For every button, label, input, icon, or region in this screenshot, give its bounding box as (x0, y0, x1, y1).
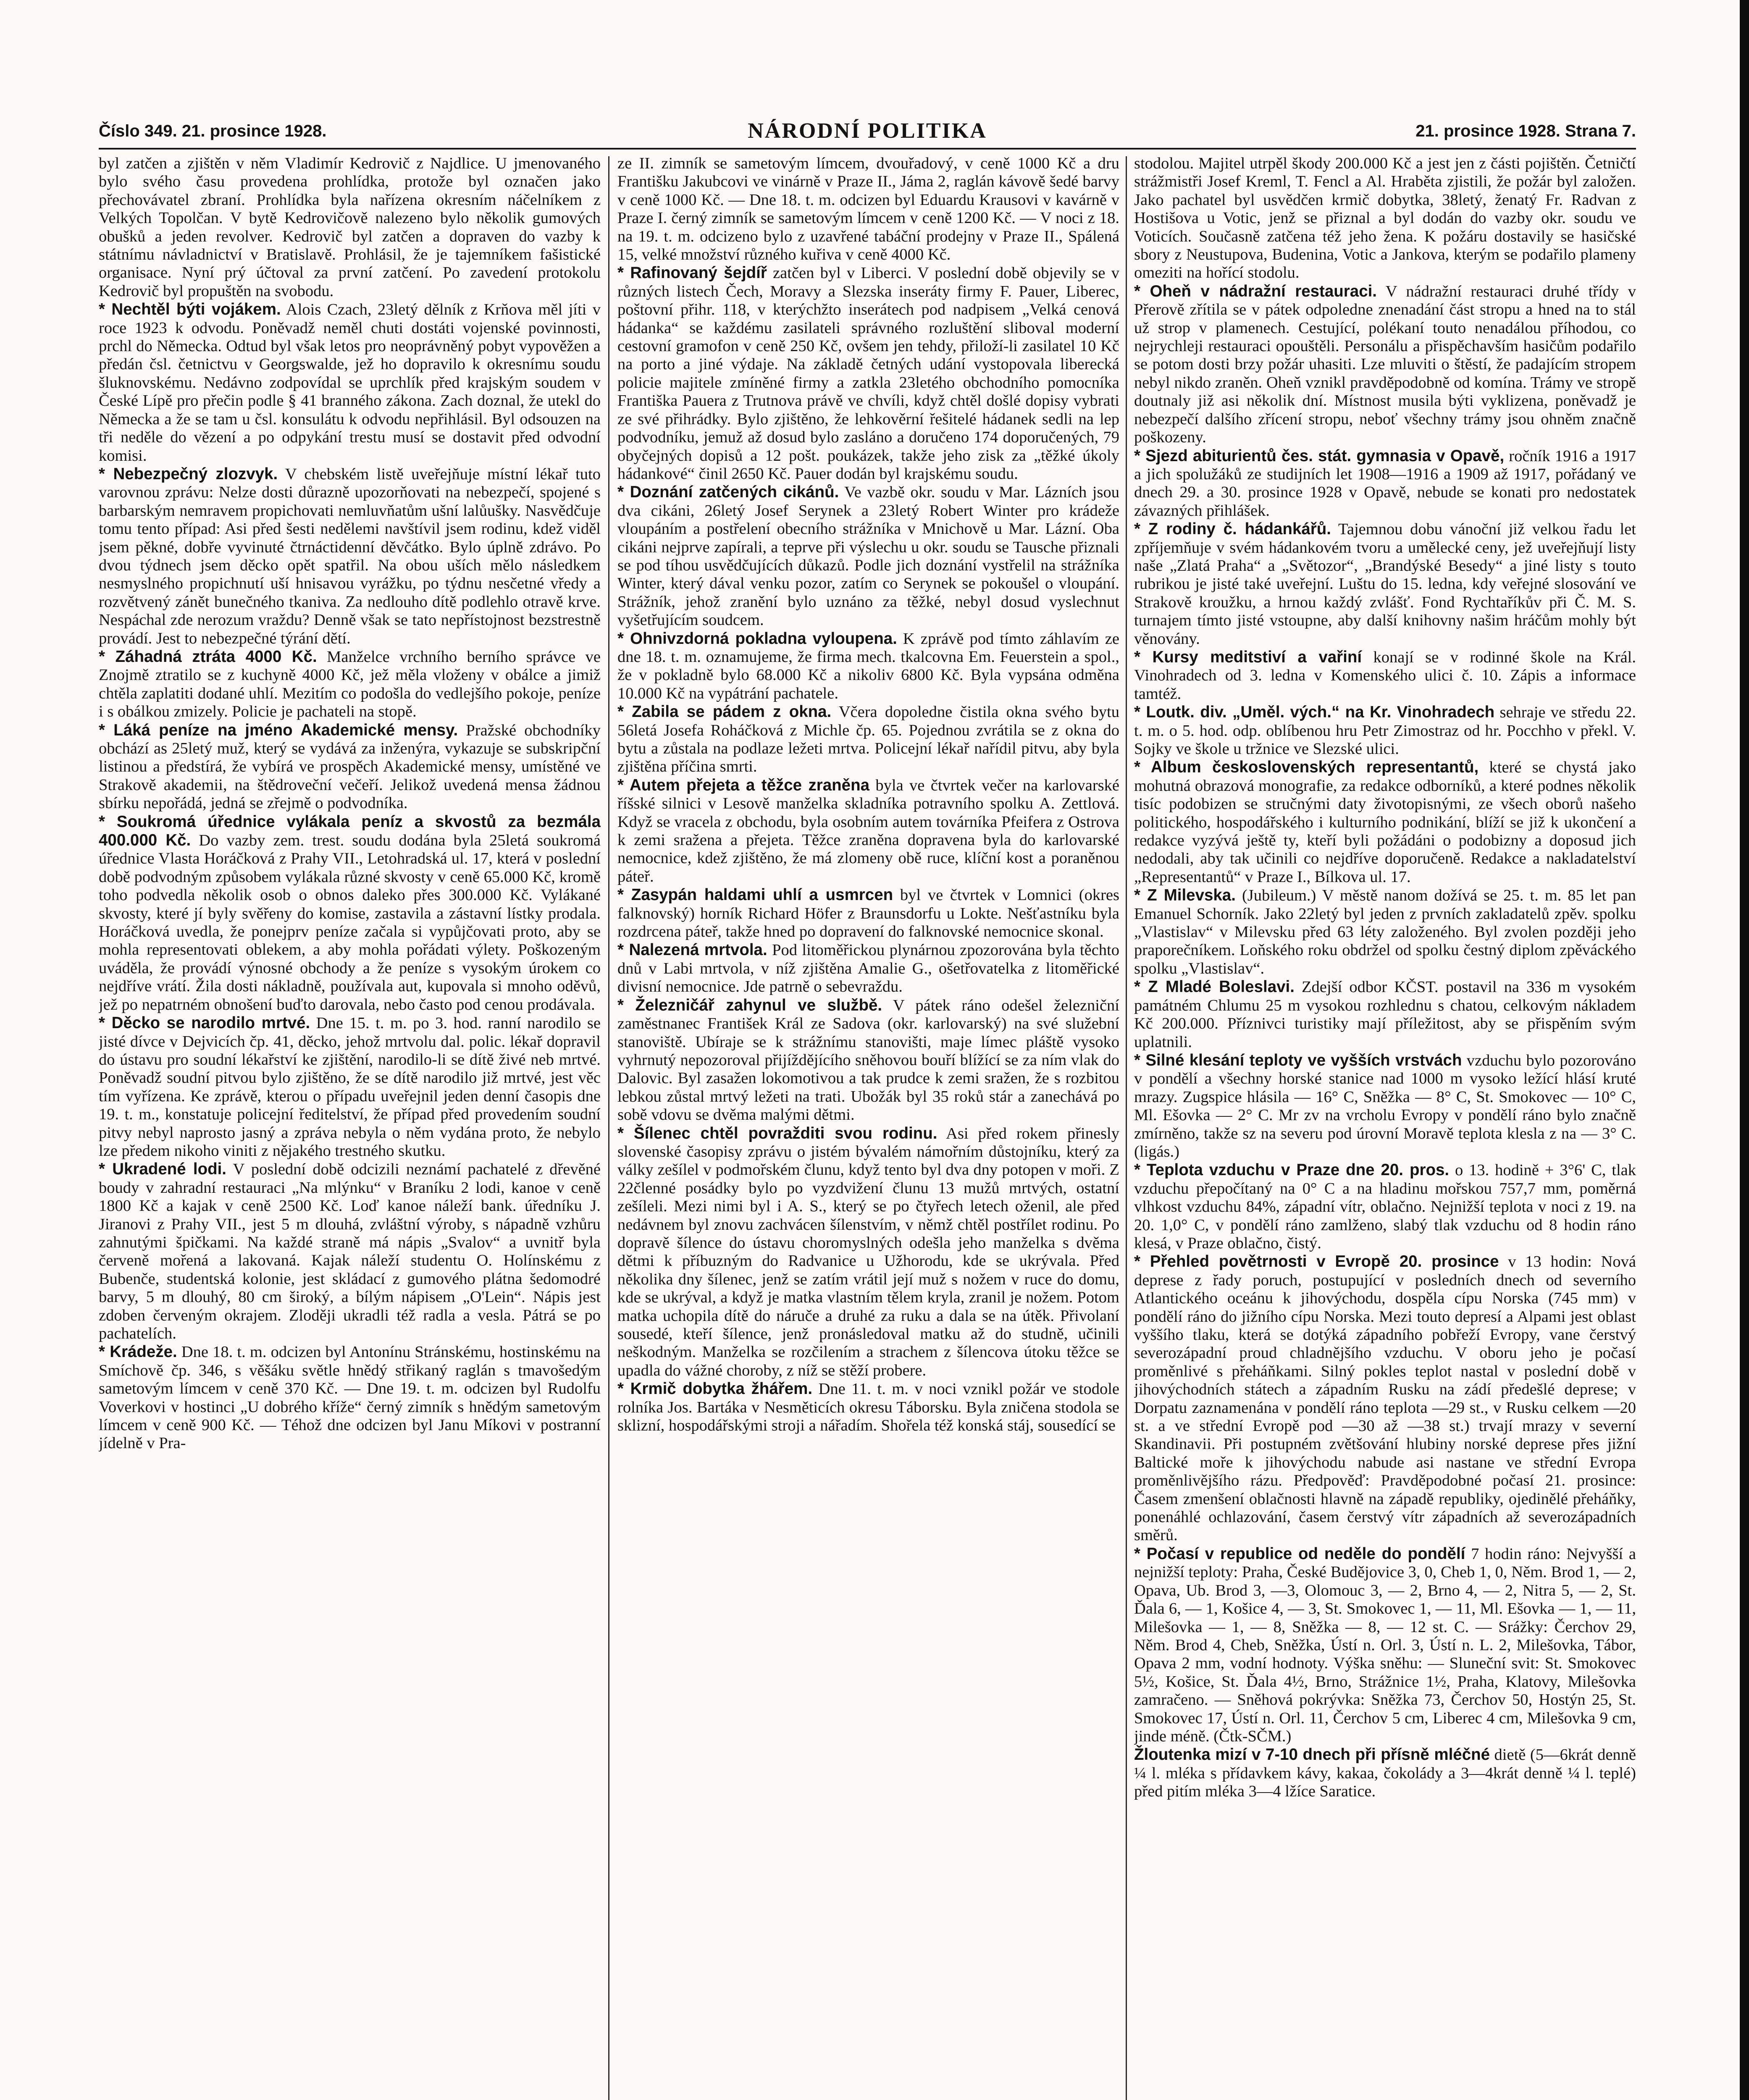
article-text: dietě (5—6krát denně ¼ l. mléka s přídavkem kávy, kakaa, čokolády a 3—4krát denně ¼ l. teplé) před pitím mléka 3—4 lžíce Saratice. (1134, 1746, 1636, 1801)
article (1134, 1252, 1636, 1545)
article-headline: * Rafinovaný šejdíř (617, 264, 767, 282)
article-text: V poslední době odcizili neznámí pachatelé z dřevěné boudy v zahradní restauraci „Na mlýnku“ v Braníku 2 lodi, kanoe v ceně 1800 Kč a kajak v ceně 2500 Kč. Loď kanoe náleží bank. úředníku J. Jiranovi z Prahy VII., jest 5 m dlouhá, zvláštní výroby, s nápadně vzhůru zahnutými špičkami. Na každé straně má nápis „Svalov“ a uvnitř byla červeně mořená a lakovaná. Kajak náleží studentu O. Holínskému z Bubenče, studentská kolonie, jest skládací z gumového plátna šedomodré barvy, 5 m dlouhý, 80 cm široký, a bílým nápisem „O'Lein“. Nápis jest zdoben červeným okrajem. Zloději ukradli též radla a vesla. Pátrá se po pachatelích. (99, 1160, 601, 1342)
article (1134, 1746, 1636, 1801)
article-text: Manželce vrchního berního správce ve Znojmě ztratilo se z kuchyně 4000 Kč, jež měla vloženy v obálce a jimiž chtěla zaplatiti dodané uhlí. Mezitím co podošla do vedlejšího pokoje, peníze i s obálkou zmizely. Policie je pachateli na stopě. (99, 648, 601, 721)
issue-date: Číslo 349. 21. prosince 1928. (99, 122, 327, 140)
column-2 (617, 155, 1119, 2100)
article-text: Tajemnou dobu vánoční již velkou řadu let zpříjemňuje v svém hádankovém tvoru a umělecké ceny, jež uveřejňují listy naše „Zlatá Praha“ a „Světozor“, „Brandýské Besedy“ a jiné listy s touto rubrikou je jisté také uveřejní. Luštu do 15. ledna, kdy veřejné slosování ve Strakově kroužku, a hrnou každý zvlášť. Fond Rychtaříkův při Č. M. S. turnajem tímto jisté vstoupne, aby další knihovny našim hráčům mohly být věnovány. (1134, 520, 1636, 648)
article (99, 648, 601, 721)
article (1134, 648, 1636, 703)
article (99, 155, 601, 300)
article-headline: * Loutk. div. „Uměl. vých.“ na Kr. Vinohradech (1134, 703, 1495, 722)
article-text: Dne 18. t. m. odcizen byl Antonínu Stránskému, hostinskému na Smíchově čp. 346, s věšáku světle hnědý střikaný raglán s tmavošedým sametovým límcem v ceně 370 Kč. — Dne 19. t. m. odcizen byl Rudolfu Voverkovi v hostinci „U dobrého kříže“ černý zimník s hnědým sametovým límcem v ceně 900 Kč. — Téhož dne odcizen byl Janu Míkovi v postranní jídelně v Pra- (99, 1343, 601, 1452)
article-headline: * Ukradené lodi. (99, 1160, 227, 1179)
article-headline: * Počasí v republice od neděle do pondělí (1134, 1544, 1465, 1563)
article-text: konají se v rodinné škole na Král. Vinohradech od 3. ledna v Komenského ulici č. 10. Zápis a informace tamtéž. (1134, 648, 1636, 703)
article (1134, 447, 1636, 520)
article-text: Do vazby zem. trest. soudu dodána byla 25letá soukromá úřednice Vlasta Horáčková z Prahy VII., Letohradská ul. 17, která v poslední době podvodným způsobem vylákala různé skvosty v ceně 65.000 Kč, kromě toho podvedla několik osob o obnos daleko přes 300.000 Kč. Vylákané skvosty, které jí byly svěřeny do komise, zastavila a zástavní lístky prodala. Horáčková uvedla, že ponejprv peníze začala si vypůjčovati proto, aby se mohla representovati oblekem, a aby mohla pořádati výlety. Poškozeným uváděla, že provádí výnosné obchody a že peníze s vysokým úrokem co nejdříve vrátí. Žila dosti nákladně, používala aut, kupovala si mnoho oděvů, jež po nepatrném obnošení buďto darovala, nebo často pod cenou prodávala. (99, 832, 601, 1013)
article (617, 1380, 1119, 1435)
article-headline: * Zasypán haldami uhlí a usmrcen (617, 886, 893, 904)
article (1134, 520, 1636, 648)
article-headline: * Oheň v nádražní restauraci. (1134, 282, 1377, 300)
article-headline: * Teplota vzduchu v Praze dne 20. pros. (1134, 1161, 1450, 1179)
masthead-title: NÁRODNÍ POLITIKA (748, 119, 987, 143)
article (617, 483, 1119, 629)
article (99, 1343, 601, 1452)
article (617, 886, 1119, 941)
article-headline: * Silné klesání teploty ve vyšších vrstvách (1134, 1051, 1462, 1069)
column-1 (99, 155, 601, 2100)
article-text: (Jubileum.) V městě nanom dožívá se 25. t. m. 85 let pan Emanuel Schorník. Jako 22letý byl jeden z prvních zakladatelů zpěv. spolku „Vlastislav“ v Milevsku před 63 léty založeného. Byl zvolen později jeho praporečníkem. Loňského roku obdržel od spolku čestný diplom zpěváckého spolku „Vlastislav“. (1134, 887, 1636, 977)
article (617, 155, 1119, 264)
article (617, 941, 1119, 996)
article-text: V nádražní restauraci druhé třídy v Přerově zřítila se v pátek odpoledne znenadání část stropu a hned na to stál už strop v plamenech. Cestující, polékaní touto nenadálou příhodou, co nejrychleji restauraci opouštěli. Personálu a přispěchavším hasičům podařilo se potom dosti brzy požár uhasiti. Lze mluviti o štěstí, že padajícím stropem nebyl nikdo zraněn. Oheň vznikl pravděpodobně od komína. Trámy ve stropě doutnaly již asi několik dní. Místnost musila býti vyklizena, poněvadž je nebezpečí dalšího zřícení stropu, neboť všechny trámy jsou ohněm značně poškozeny. (1134, 282, 1636, 446)
article-headline: * Album československých representantů, (1134, 758, 1479, 777)
article-text: které se chystá jako mohutná obrazová monografie, za redakce odborníků, a které podnes několik tisíc podobizen se stručnými daty životopisnými, ze všech oborů našeho politického, hospodářského i kulturního podnikání, blíží se již k ukončení a redakce vyzývá ještě ty, kteří byli požádáni o podobizny a doposud jich nedodali, aby tak učinili co nejdříve doporučeně. Redakce a nakladatelství „Representantů“ v Praze I., Bílkova ul. 17. (1134, 759, 1636, 886)
scan-edge (1740, 0, 1749, 2100)
article-headline: * Soukromá úřednice vylákala peníz a skvostů za bezmála 400.000 Kč. (99, 812, 601, 850)
article-text: V pátek ráno odešel železniční zaměstnanec František Král ze Sadova (okr. karlovarský) na své služební stanoviště. Ubíraje se k strážnímu stanovišti, maje límec pláště vysoko vyhrnutý nepozoroval přijíždějícího sněhovou bouří blížící se za ním vlak do Dalovic. Byl zasažen lokomotivou a tak prudce k zemi sražen, že s rozbitou lebkou zůstal mrtvý ležeti na trati. Ubožák byl 35 roků stár a zanechává po sobě vdovu se dvěma malými dětmi. (617, 996, 1119, 1124)
article-headline: * Krmič dobytka žhářem. (617, 1380, 813, 1398)
article (1134, 1545, 1636, 1746)
article-text: Zdejší odbor KČST. postavil na 336 m vysokém památném Chlumu 25 m vysokou rozhlednu s chatou, celkovým nákladem Kč 200.000. Příznivci turistiky mají příležitost, aby se přispěním svým uplatnili. (1134, 978, 1636, 1051)
article (99, 721, 601, 813)
article-headline: * Doznání zatčených cikánů. (617, 483, 839, 501)
article-text: ročník 1916 a 1917 a jich spolužáků ze studijních let 1908—1916 a 1909 až 1917, pořádaný ve dnech 29. a 30. prosince 1928 v Opavě, nebude se konati pro nedostatek závazných přihlášek. (1134, 447, 1636, 520)
article-text: sehraje ve středu 22. t. m. o 5. hod. odp. oblíbenou hru Petr Zimostraz od hr. Pocchho v překl. V. Sojky ve škole u tržnice ve Slezské ulici. (1134, 704, 1636, 758)
article-text: v 13 hodin: Nová deprese z řady poruch, postupující v posledních dnech od severního Atlantického oceánu k jihovýchodu, dospěla cípu Norska (745 mm) v pondělí ráno do jižního cípu Norska. Mezi touto depresí a Alpami jest oblast vyššího tlaku, která se dotýká západního pobřeží Evropy, vane čerstvý severozápadní proud chladnějšího vzduchu. V oboru jeho je počasí proměnlivé s přeháňkami. Silný pokles teplot nastal v poslední době v jihovýchodních státech a západním Rusku na zádí předešlé deprese; v Dorpatu zaznamenána v pondělí ráno teplota —29 st., v Rusku celkem —20 st. a ve střední Evropě pod —30 až —38 st.) trvají mrazy v severní Skandinavii. Při postupném zvětšování hlubiny norské deprese přes jižní Baltické moře k jihovýchodu nabude asi nastane ve střední Evropa proměnlivějšího rázu. Předpověď: Pravděpodobné počasí 21. prosince: Časem zmenšení oblačnosti hlavně na západě republiky, ojedinělé přeháňky, ponenáhlé ochlazování, časem čerstvý vítr západních až severozápadních směrů. (1134, 1253, 1636, 1544)
article (1134, 282, 1636, 447)
article-text: Pod litoměřickou plynárnou zpozorována byla těchto dnů v Labi mrtvola, v níž zjištěna Amalie G., ošetřovatelka z litoměřické divisní nemocnice. Jde patrně o sebevraždu. (617, 941, 1119, 996)
article-text: vzduchu bylo pozorováno v pondělí a všechny horské stanice nad 1000 m vysoko ležící hlásí kruté mrazy. Zugspice hlásila — 16° C, Sněžka — 8° C, St. Smokovec — 10° C, Ml. Ešovka — 2° C. Mr zv na vrcholu Evropy v pondělí ráno bylo značně zmírněno, takže sz na severu pod úrovní Moravě teplota klesla z na — 3° C. (ligás.) (1134, 1051, 1636, 1160)
article (1134, 1161, 1636, 1252)
article (99, 813, 601, 1014)
article-text: V chebském listě uveřejňuje místní lékař tuto varovnou zprávu: Nelze dosti důrazně upozorňovati na nebezpečí, spojené s barbarským nemravem propichovati nemluvňatům ušní lalůušky. Nasvědčuje tomu tento případ: Asi před šesti nedělemi navštívil jsem rodinu, kdež viděl jsem pěkné, dobře vyvinuté čtrnáctidenní děvčátko. Bylo úplně zdrávo. Po dvou týdnech jsem děcko opět spatřil. Na obou uších mělo následkem nesmyslného propichnutí uší hnisavou vyrážku, po týdnu nesčetné vředy a rozvětvený zánět bunečného tkaniva. Za nedlouho dítě podlehlo otravě krve. Nespáchal zde nerozum vraždu? Denně však se tato nepřístojnost bezstrestně provádí. Jest to nebezpečné týrání dětí. (99, 465, 601, 647)
article-text: K zprávě pod tímto záhlavím ze dne 18. t. m. oznamujeme, že firma mech. tkalcovna Em. Feuerstein a spol., že v pokladně bylo 68.000 Kč a nikoliv 6800 Kč. Byla vypsána odměna 10.000 Kč na vypátrání pachatele. (617, 630, 1119, 702)
article (617, 264, 1119, 483)
article (617, 776, 1119, 886)
article-text: Včera dopoledne čistila okna svého bytu 56letá Josefa Roháčková z Michle čp. 65. Pojednou zvrátila se z okna do bytu a zůstala na podlaze ležeti mrtva. Policejní lékař nařídil pitvu, aby byla zjištěna příčina smrti. (617, 703, 1119, 776)
article-headline: * Nebezpečný zlozvyk. (99, 465, 278, 483)
article-headline: * Šílenec chtěl povražditi svou rodinu. (617, 1124, 938, 1142)
article-text: stodolou. Majitel utrpěl škody 200.000 Kč a jest jen z části pojištěn. Četničtí strážmistři Josef Kreml, T. Fencl a Al. Hraběta zjistili, že požár byl založen. Jako pachatel byl usvědčen krmič dobytka, 38letý, ženatý Fr. Radvan z Hostišova u Votic, jenž se přiznal a byl dodán do vazby okr. soudu ve Voticích. Současně zatčena též jeho žena. K požáru dostavily se hasičské sbory z Neustupova, Budenina, Votic a Jankova, kterým se podařilo plameny omeziti na hořící stodolu. (1134, 155, 1636, 282)
article-text: byl ve čtvrtek v Lomnici (okres falknovský) horník Richard Höfer z Braunsdorfu u Lokte. Nešťastníku byla rozdrcena páteř, takže hned po dopravení do falknovské nemocnice skonal. (617, 886, 1119, 941)
article-headline: * Láká peníze na jméno Akademické mensy. (99, 721, 458, 739)
article-headline: * Z rodiny č. hádankářů. (1134, 520, 1331, 538)
article-text: byl zatčen a zjištěn v něm Vladimír Kedrovič z Najdlice. U jmenovaného bylo svého času provedena prohlídka, protože byl označen jako přechovávatel zbraní. Prohlídka byla nařízena okresním náčelníkem z Velkých Topolčan. V bytě Kedrovičově nalezeno bylo několik gumových obušků a jeden revolver. Kedrovič byl zatčen a dopraven do vazby k státnímu návladnictví v Bratislavě. Prohlásil, že je tajemníkem fašistické organisace. Nyní prý účtoval za první zatčení. Po zavedení protokolu Kedrovič byl propuštěn na svobodu. (99, 155, 601, 300)
article-text: Dne 11. t. m. v noci vznikl požár ve stodole rolníka Jos. Bartáka v Nesměticích okresu Táborsku. Byla zničena stodola se sklizní, hospodářskými stroji a nářadím. Shořela též konská stáj, sousedící se (617, 1380, 1119, 1435)
article-headline: * Autem přejeta a těžce zraněna (617, 776, 870, 794)
article-headline: * Nalezená mrtvola. (617, 941, 767, 959)
article (617, 996, 1119, 1124)
article (99, 1014, 601, 1160)
header-rule (99, 148, 1636, 150)
article (99, 465, 601, 648)
article-headline: * Zabila se pádem z okna. (617, 703, 832, 721)
article (1134, 155, 1636, 282)
article-headline: * Z Milevska. (1134, 886, 1236, 905)
article-text: o 13. hodině + 3°6' C, tlak vzduchu přepočítaný na 0° C a na hladinu mořskou 757,7 mm, poměrná vlhkost vzduchu 84%, západní vítr, oblačno. Nejnižší teplota v noci z 19. na 20. 1,0° C, v pondělí ráno zamlženo, slabý tlak vzduchu od 8 hodin ráno klesá, v Praze oblačno, čistý. (1134, 1161, 1636, 1252)
article-text: Alois Czach, 23letý dělník z Krňova měl jíti v roce 1923 k odvodu. Poněvadž neměl chuti dostáti vojenské povinnosti, prchl do Německa. Odtud byl však letos pro neoprávněný pobyt vypověžen a předán čsl. četnictvu v Georgswalde, jež ho dopravilo k okresnímu soudu šluknovskému. Nedávno zodpovídal se uprchlík před krajským soudem v České Lípě pro přečin podle § 41 branného zákona. Zach doznal, že utekl do Německa a že se tam u čsl. konsulátu k odvodu nepřihlásil. Byl odsouzen na tři neděle do vězení a po odpykání trestu musí se dostavit před odvodní komisi. (99, 301, 601, 465)
article (1134, 1051, 1636, 1161)
article (99, 300, 601, 465)
article (1134, 758, 1636, 886)
article-headline: * Železničář zahynul ve službě. (617, 996, 882, 1014)
article (617, 1124, 1119, 1380)
article (1134, 703, 1636, 758)
article-headline: * Ohnivzdorná pokladna vyloupena. (617, 629, 897, 648)
article-text: byla ve čtvrtek večer na karlovarské říšské silnici v Lesově manželka skladníka potravního spolku A. Zettlová. Když se vracela z obchodu, byla osobním autem továrníka Pfeifera z Ostrova k zemi sražena a přejeta. Těžce zraněna dopravena byla do karlovarské nemocnice, kdež zjištěno, že má zlomeny obě ruce, klíční kost a poraněnou páteř. (617, 776, 1119, 885)
article-headline: * Kursy meditstiví a vařiní (1134, 648, 1362, 666)
article-headline: * Přehled povětrnosti v Evropě 20. prosince (1134, 1252, 1499, 1271)
article (617, 630, 1119, 703)
article-headline: * Nechtěl býti vojákem. (99, 300, 281, 319)
column-divider (608, 156, 609, 2100)
article-text: ze II. zimník se sametovým límcem, dvouřadový, v ceně 1000 Kč a dru Františku Jakubcovi ve vinárně v Praze II., Jáma 2, raglán kávově šedé barvy v ceně 1000 Kč. — Dne 18. t. m. odcizen byl Eduardu Krausovi v kavárně v Praze I. černý zimník se sametovým límcem v ceně 1200 Kč. — V noci z 18. na 19. t. m. odcizeno bylo z uzavřené tabáční prodejny v Praze II., Spálená 15, velké množství různého kuřiva v ceně 4000 Kč. (617, 155, 1119, 264)
article-text: 7 hodin ráno: Nejvyšší a nejnižší teploty: Praha, České Budějovice 3, 0, Cheb 1, 0, Něm. Brod 1, — 2, Opava, Ub. Brod 3, —3, Olomouc 3, — 2, Brno 4, — 2, Nitra 5, — 2, St. Ďala 6, — 1, Košice 4, — 3, St. Smokovec 1, — 11, Ml. Ešovka — 1, — 11, Milešovka — 1, — 8, Sněžka — 8, — 12 st. C. — Srážky: Čerchov 29, Něm. Brod 4, Cheb, Sněžka, Ústí n. Orl. 3, Ústí n. L. 2, Milešovka, Tábor, Opava 2 mm, vodní hodnoty. Výška sněhu: — Sluneční svit: St. Smokovec 5½, Košice, St. Ďala 4½, Brno, Strážnice 1½, Praha, Klatovy, Milešovka zamračeno. — Sněhová pokrývka: Sněžka 73, Čerchov 50, Hostýn 25, St. Smokovec 17, Ústí n. Orl. 11, Čerchov 5 cm, Liberec 4 cm, Milešovka 9 cm, jinde méně. (Čtk-SČM.) (1134, 1545, 1636, 1745)
article (617, 703, 1119, 776)
column-3 (1134, 155, 1636, 2100)
article-headline: Žloutenka mizí v 7-10 dnech při přísně mléčné (1134, 1746, 1490, 1764)
article-headline: * Z Mladé Boleslavi. (1134, 978, 1295, 996)
article-text: Ve vazbě okr. soudu v Mar. Lázních jsou dva cikáni, 26letý Josef Serynek a 23letý Robert Winter pro krádeže vloupáním a postřelení obecního strážníka v Mnichově u Mar. Lázní. Oba cikáni nejprve zapírali, a teprve při výslechu u okr. soudu se Tausche přiznali se pod tíhou usvědčujících důkazů. Podle jich doznání vystřelil na strážníka Winter, který dával venku pozor, zatím co Serynek se pokoušel o vloupání. Strážník, jehož zranění bylo uznáno za těžké, nebyl dosud vyslechnut vyšetřujícím soudcem. (617, 483, 1119, 629)
column-divider (1126, 156, 1127, 2100)
article-text: Dne 15. t. m. po 3. hod. ranní narodilo se jisté dívce v Dejvicích čp. 41, děcko, jehož mrtvolu dal. polic. lékař dopravil do ústavu pro soudní lékařství ke zjištění, narodilo-li se dítě živé neb mrtvé. Poněvadž soudní pitvou bylo zjištěno, že se dítě narodilo již mrtvé, jest věc tím vyřízena. Ke zprávě, kterou o případu uveřejnil jeden denní časopis dne 19. t. m., konstatuje policejní ředitelství, že případ před provedením soudní pitvy nebyl naprosto jasný a zpráva nebyla o něm vydána proto, že nebylo lze předem nikoho viniti z nějakého trestného skutku. (99, 1014, 601, 1160)
article-text: zatčen byl v Liberci. V poslední době objevily se v různých listech Čech, Moravy a Slezska inseráty firmy F. Pauer, Liberec, poštovní přihr. 118, v kterýchžto inserátech pod nadpisem „Velká cenová hádanka“ se každému zasilateli správného rozluštění sliboval moderní cestovní gramofon v ceně 250 Kč, ovšem jen tehdy, přiloží-li zasilatel 10 Kč na porto a jiné výdaje. Na základě četných udání vystopovala liberecká policie majitele zmíněné firmy a zatkla 23letého obchodního pomocníka Františka Pauera z Trutnova právě ve chvíli, když chtěl došlé dopisy vybrati ze své přihrádky. Bylo zjištěno, že lehkověrní řešitelé hádanek sedli na lep podvodníku, jemuž až dosud bylo zasláno a doručeno 174 doporučených, 79 obyčejných dopisů a 12 pošt. poukázek, takže jeho zisk za „těžké úkoly hádankové“ činil 2650 Kč. Pauer dodán byl krajskému soudu. (617, 264, 1119, 483)
article-headline: * Záhadná ztráta 4000 Kč. (99, 647, 317, 666)
article (1134, 978, 1636, 1051)
article (99, 1160, 601, 1343)
article-headline: * Sjezd abiturientů čes. stát. gymnasia v Opavě, (1134, 446, 1505, 465)
article (1134, 886, 1636, 978)
page-number: 21. prosince 1928. Strana 7. (1415, 122, 1636, 140)
page-header (99, 117, 1636, 148)
article-headline: * Děcko se narodilo mrtvé. (99, 1014, 310, 1032)
article-headline: * Krádeže. (99, 1343, 177, 1361)
article-text: Asi před rokem přinesly slovenské časopisy zprávu o jistém bývalém námořním důstojníku, který za války zešílel v podmořském člunu, když tento byl dva dny potopen v moři. Z 22členné posádky bylo po vyzdvižení člunu 13 mužů mrtvých, ostatní zešíleli. Mezi nimi byl i A. S., který se po čtyřech letech oženil, ale před nedávnem byl znovu zachvácen šílenstvím, v němž chtěl postřílet rodinu. Po dopravě šílence do ústavu choromyslných odešla jeho manželka s dvěma dětmi k příbuzným do Radvanice u Užhorodu, kde se ukrývala. Před několika dny šílenec, jenž se zatím vrátil její muž s nožem v ruce do domu, kde se ukrýval, a když je matka vlastním tělem kryla, zranil je nožem. Potom matka uchopila dítě do náruče a druhé za ruku a dala se na útěk. Přivolaní sousedé, kteří šílence, jenž pronásledoval matku až do studně, učinili neškodným. Manželka se rozčilením a strachem z šílencova útoku těžce se upadla do vážné choroby, z níž se stěží probere. (617, 1124, 1119, 1379)
article-text: Pražské obchodníky obchází as 25letý muž, který se vydává za inženýra, vykazuje se subskripční listinou a předstírá, že vybírá ve prospěch Akademické mensy, umístěné ve Strakově akademii, na štědroveční večeří. Jelikož uvedená mensa žádnou sbírku nepořádá, jedná se zřejmě o podvodníka. (99, 721, 601, 812)
